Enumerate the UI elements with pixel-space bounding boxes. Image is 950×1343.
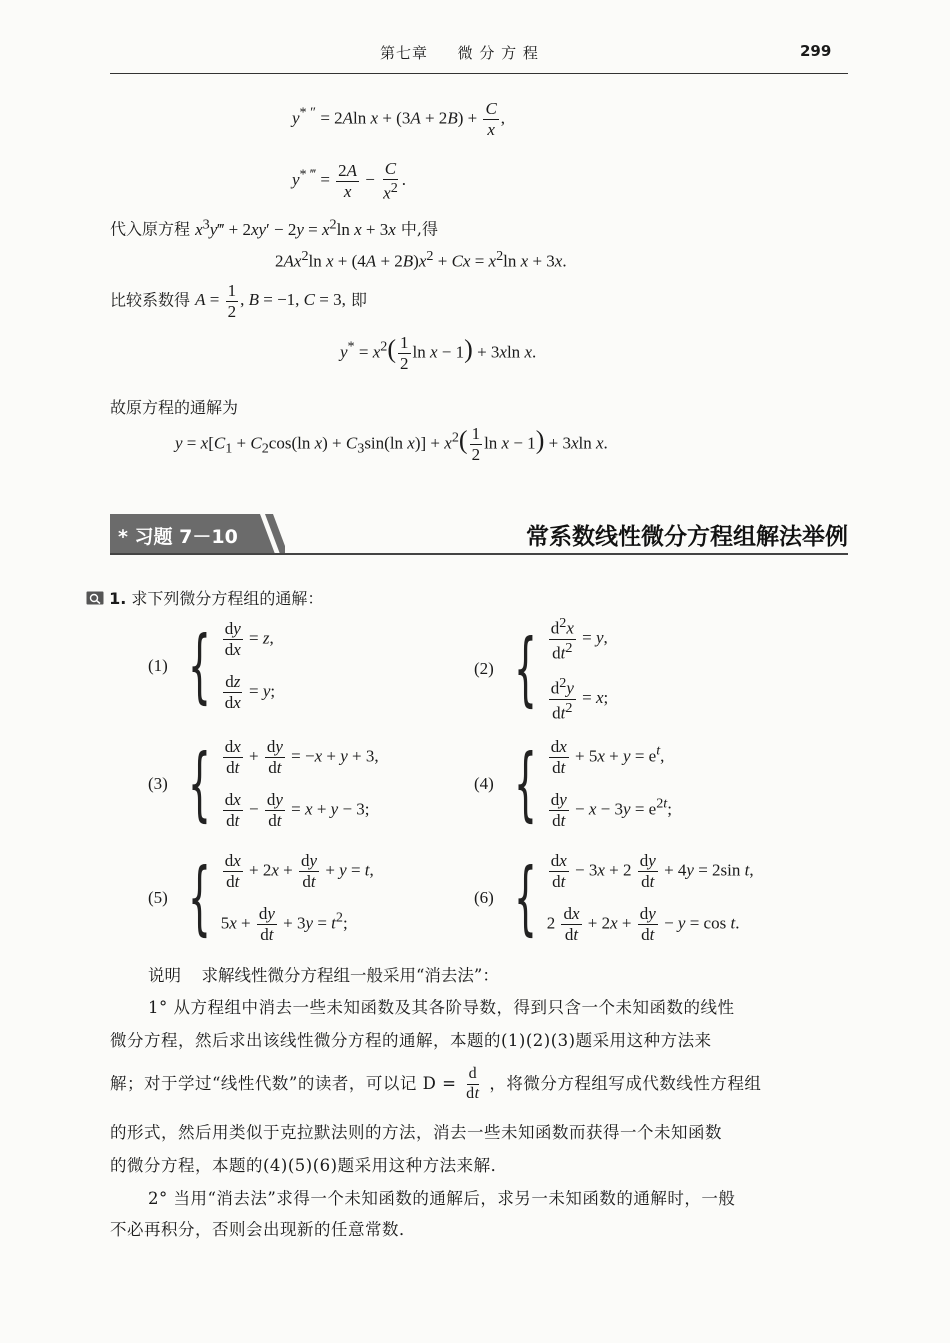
system-3: (3) { $\frac{dx}{dt}$ + $\frac{dy}{dt}$ = −x + y + 3, $\frac{dx}{dt}$ − $\frac{dy}{dt}$ = x + y − 3; bbox=[148, 736, 379, 830]
substitute-tail: 中,得 bbox=[400, 219, 438, 239]
d-operator-fraction: $\frac{d}{dt}$ bbox=[466, 1065, 480, 1102]
formula-y-third: y* ‴ = $\frac{2A}{x}$ − $\frac{C}{x^2}$ . bbox=[292, 159, 407, 203]
notes-heading-text: 求解线性微分方程组一般采用“消去法”： bbox=[201, 966, 499, 985]
banner-label: * 习题 7－10 bbox=[118, 526, 238, 548]
page-number: 299 bbox=[800, 42, 832, 60]
section-label: 微 分 方 程 bbox=[457, 44, 539, 62]
note-2-line-1: 2° 当用“消去法”求得一个未知函数的通解后，求另一未知函数的通解时，一般 bbox=[148, 1189, 736, 1208]
formula-particular: $y^* = x^2$( $\frac{1}{2}$ ln x − 1) + 3xln x. bbox=[340, 333, 537, 373]
compare-line: 比较系数得 A = $\frac{1}{2}$ , B = −1, C = 3, 即 bbox=[110, 281, 367, 321]
exercise-1-header bbox=[86, 586, 323, 609]
notes-heading bbox=[148, 968, 499, 985]
system-4-label: (4) bbox=[474, 773, 494, 793]
general-solution-text: 故原方程的通解为 bbox=[110, 398, 239, 417]
system-2-label: (2) bbox=[474, 659, 494, 678]
system-4: (4) { $\frac{dx}{dt}$ + $5x + y = e^t$, $\frac{dy}{dt}$ − $x - 3y = e^{2t}$; bbox=[474, 736, 672, 830]
note-1-line-2: 微分方程，然后求出该线性微分方程的通解，本题的(1)(2)(3)题采用这种方法来 bbox=[110, 1031, 712, 1050]
banner-rule bbox=[110, 553, 848, 555]
system-6-label: (6) bbox=[474, 887, 494, 907]
compare-tail: 即 bbox=[350, 290, 367, 310]
system-3-label: (3) bbox=[148, 773, 168, 793]
header-rule bbox=[110, 73, 848, 74]
search-note-icon bbox=[86, 590, 104, 606]
notes-heading-label: 说明 bbox=[148, 966, 181, 985]
formula-y-second: y* ″ = 2Aln x + (3A + 2B) + $\frac{C}{x}$ , bbox=[292, 99, 506, 139]
formula-general: $y = x[C_1 + C_2\cos(\ln$ $x) + C_3\sin(\ln$ $x)] + x^2$( $\frac{1}{2}$ ln x − 1) + 3xln x. bbox=[175, 424, 608, 464]
note-1-line-1: 1° 从方程组中消去一些未知函数及其各阶导数，得到只含一个未知函数的线性 bbox=[148, 998, 735, 1017]
system-5-label: (5) bbox=[148, 887, 168, 907]
note-1-line-3a: 解；对于学过“线性代数”的读者，可以记 D = bbox=[110, 1074, 457, 1094]
formula-expanded: 2Ax$^2$ln $x + (4A + 2B)x^2 + Cx = x^2\ln$ x + 3x. bbox=[275, 248, 567, 271]
exercise-number: 1. bbox=[109, 589, 127, 608]
banner-title: 常系数线性微分方程组解法举例 bbox=[526, 524, 848, 550]
system-2: (2) { $\frac{d^2x}{dt^2}$ = y, $\frac{d^2y}{dt^2}$ = x; bbox=[474, 615, 609, 723]
compare-text: 比较系数得 bbox=[110, 290, 191, 310]
exercise-banner bbox=[110, 514, 848, 554]
note-2-line-2: 不必再积分，否则会出现新的任意常数． bbox=[110, 1220, 416, 1239]
running-header bbox=[380, 42, 539, 63]
system-5: (5) { $\frac{dx}{dt}$ + 2x + $\frac{dy}{dt}$ + y = t, 5x + $\frac{dy}{dt}$ + $3y = t^2$; bbox=[148, 850, 374, 944]
note-1-line-3 bbox=[110, 1066, 761, 1103]
note-1-line-3b: ，将微分方程组写成代数线性方程组 bbox=[489, 1074, 762, 1094]
system-1-label: (1) bbox=[148, 655, 168, 675]
substitute-text: 代入原方程 bbox=[110, 219, 191, 239]
substitute-line: 代入原方程 $x^3y‴ + 2xy' - 2y = x^2\ln$ x + 3x 中,得 bbox=[110, 216, 438, 239]
exercise-text: 求下列微分方程组的通解： bbox=[131, 589, 324, 608]
note-1-line-5: 的微分方程，本题的(4)(5)(6)题采用这种方法来解． bbox=[110, 1156, 508, 1175]
system-1: (1) { $\frac{dy}{dx}$ = z, $\frac{dz}{dx}$ = y; bbox=[148, 618, 276, 712]
chapter-label: 第七章 bbox=[380, 44, 429, 62]
system-6: (6) { $\frac{dx}{dt}$ − 3x + 2 $\frac{dy}{dt}$ + 4y = 2sin t, 2 $\frac{dx}{dt}$ + 2x + $\frac{dy}{dt}$ − y = cos t. bbox=[474, 850, 754, 944]
note-1-line-4: 的形式，然后用类似于克拉默法则的方法，消去一些未知函数而获得一个未知函数 bbox=[110, 1123, 722, 1142]
